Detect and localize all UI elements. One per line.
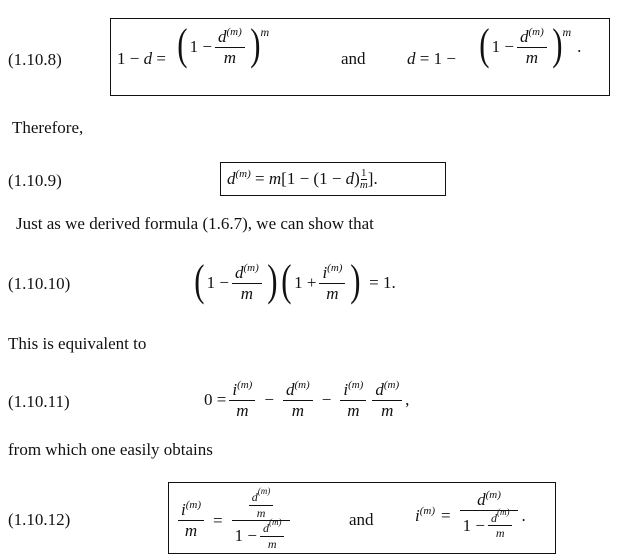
paragraph-equivalent: This is equivalent to [8,334,147,353]
equation-number-1-10-11: (1.10.11) [8,392,70,411]
fraction-i-m-over-m-4: $\frac{i^{(m)}}{m}$ [178,501,204,540]
equation-1-10-10: ( 1 − $\frac{d^{(m)}}{m}$ ) ( 1 + $\frac{i^{(m)}}{m}$ ) = 1. [194,256,396,305]
fraction-compound-2: $d^{(m)}$ 1 − $\frac{d^{(m)}}{m}$ [460,491,519,540]
eq12-lhs: $\frac{i^{(m)}}{m}$ = $\frac{d^{(m)}}{m}$ 1 − $\frac{d^{(m)}}{m}$ [175,491,293,550]
paragraph-from-which: from which one easily obtains [8,440,213,459]
equation-1-10-11: 0 = $\frac{i^{(m)}}{m}$ − $\frac{d^{(m)}}{m}$ − $\frac{i^{(m)}}{m}$ $\frac{d^{(m)}}{m}$ , [204,378,410,420]
fraction-i-m-over-m-2: $\frac{i^{(m)}}{m}$ [229,381,255,420]
eq12-rhs: $i^{(m)}$ = $d^{(m)}$ 1 − $\frac{d^{(m)}}{m}$ . [415,489,526,541]
fraction-d-m-over-m: $\frac{d^{(m)}}{m}$ [215,28,245,67]
eq8-rhs-lhs: d = 1 − [407,49,456,68]
eq8-lhs: 1 − d = [117,49,166,68]
eq8-power-expr: ( 1 − $\frac{d^{(m)}}{m}$ ) m [177,20,270,69]
fraction-d-m-over-m-5: $\frac{d^{(m)}}{m}$ [372,381,402,420]
equation-number-1-10-12: (1.10.12) [8,510,71,529]
fraction-i-m-over-m: $\frac{i^{(m)}}{m}$ [319,264,345,303]
fraction-d-m-over-m-2: $\frac{d^{(m)}}{m}$ [517,28,547,67]
eq8-rhs-power-expr: ( 1 − $\frac{d^{(m)}}{m}$ ) m . [479,20,582,69]
fraction-i-m-over-m-3: $\frac{i^{(m)}}{m}$ [340,381,366,420]
equation-number-1-10-8: (1.10.8) [8,50,62,69]
fraction-d-m-over-m-3: $\frac{d^{(m)}}{m}$ [232,264,262,303]
equation-1-10-12-box [168,482,556,554]
eq12-and-connector: and [349,510,374,529]
fraction-compound-1: $\frac{d^{(m)}}{m}$ 1 − $\frac{d^{(m)}}{m}$ [232,491,291,550]
equation-1-10-9-box [220,162,446,196]
paragraph-therefore: Therefore, [12,118,84,137]
equation-number-1-10-9: (1.10.9) [8,171,62,190]
eq9-content: $d^{(m)} = m[1 - (1 - d)$ $\frac{1}{m}$ ]. [227,166,378,191]
equation-1-10-8-box [110,18,610,96]
paragraph-just-as: Just as we derived formula (1.6.7), we can show that [16,214,374,233]
fraction-d-m-over-m-4: $\frac{d^{(m)}}{m}$ [283,381,313,420]
equation-number-1-10-10: (1.10.10) [8,274,71,293]
eq8-and-connector: and [341,49,366,68]
